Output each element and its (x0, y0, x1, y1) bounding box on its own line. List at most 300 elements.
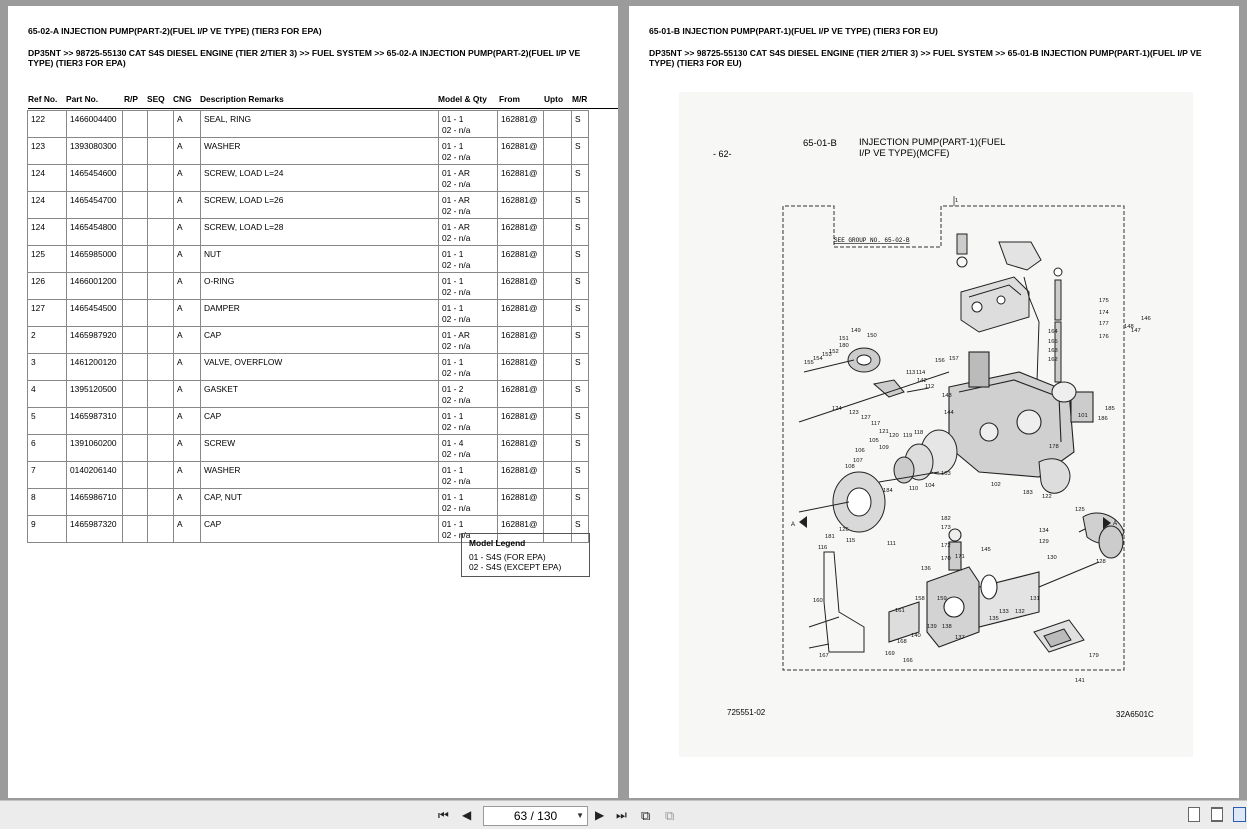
table-row[interactable] (28, 192, 589, 219)
qty-line: 02 - n/a (442, 151, 471, 162)
model-qty-cell (439, 111, 498, 138)
duplicate-icon[interactable]: ⧉ (665, 808, 675, 823)
callout-number: 129 (1039, 539, 1049, 545)
table-row[interactable] (28, 462, 589, 489)
callout-number: 149 (851, 328, 861, 334)
callout-number: 184 (883, 488, 893, 494)
callout-number: 175 (1099, 298, 1109, 304)
callout-number: 141 (1075, 678, 1085, 684)
table-row[interactable] (28, 489, 589, 516)
qty-line: 01 - 1 (442, 465, 464, 475)
rp-cell (123, 516, 148, 543)
callout-number: 156 (935, 358, 945, 364)
callout-number: 145 (981, 547, 991, 553)
table-row[interactable] (28, 300, 589, 327)
col-desc: Description Remarks (200, 94, 284, 104)
ref-cell: 5 (28, 408, 67, 435)
ref-cell: 122 (28, 111, 67, 138)
callout-number: 121 (879, 429, 889, 435)
qty-line: 02 - n/a (442, 259, 471, 270)
part-number-cell: 1465987920 (67, 327, 123, 354)
description-cell: WASHER (201, 462, 439, 489)
callout-number: 177 (1099, 321, 1109, 327)
seq-cell (148, 219, 174, 246)
upto-cell (544, 138, 572, 165)
callout-number: 164 (1048, 329, 1058, 335)
from-cell: 162881@ (498, 300, 544, 327)
callout-number: 1 (955, 198, 959, 204)
ref-cell: 124 (28, 219, 67, 246)
table-row[interactable] (28, 354, 589, 381)
callout-number: 185 (1105, 406, 1115, 412)
table-row[interactable] (28, 138, 589, 165)
two-page-view-icon[interactable] (1233, 807, 1246, 822)
ref-cell: 6 (28, 435, 67, 462)
cng-cell: A (174, 381, 201, 408)
page-title: 65-02-A INJECTION PUMP(PART-2)(FUEL I/P VE TYPE) (TIER3 FOR EPA) (28, 26, 322, 36)
callout-number: 142 (917, 378, 927, 384)
col-part: Part No. (66, 94, 99, 104)
callout-number: 165 (1048, 339, 1058, 345)
callout-number: 117 (871, 421, 881, 427)
callout-number: 155 (804, 360, 814, 366)
qty-line: 01 - 1 (442, 357, 464, 367)
from-cell: 162881@ (498, 381, 544, 408)
callout-number: 161 (895, 608, 905, 614)
mr-cell: S (572, 327, 589, 354)
callout-number: 178 (1049, 444, 1059, 450)
cng-cell: A (174, 246, 201, 273)
callout-number: 123 (849, 410, 859, 416)
qty-line: 02 - n/a (442, 286, 471, 297)
ref-cell: 8 (28, 489, 67, 516)
callout-number: 152 (829, 349, 839, 355)
first-page-icon[interactable]: ⏮ (438, 808, 449, 822)
callout-number: 125 (1075, 507, 1085, 513)
callout-number: 138 (942, 624, 952, 630)
upto-cell (544, 165, 572, 192)
callout-number: 169 (885, 651, 895, 657)
cng-cell: A (174, 273, 201, 300)
model-qty-cell (439, 192, 498, 219)
callout-number: 171 (955, 554, 965, 560)
callout-number: 162 (1048, 357, 1058, 363)
upto-cell (544, 381, 572, 408)
cng-cell: A (174, 462, 201, 489)
diagram-drawing (679, 92, 1193, 757)
callout-number: 118 (914, 430, 924, 436)
description-cell: VALVE, OVERFLOW (201, 354, 439, 381)
callout-number: 182 (941, 516, 951, 522)
seq-cell (148, 327, 174, 354)
callout-number: 140 (911, 633, 921, 639)
upto-cell (544, 354, 572, 381)
from-cell: 162881@ (498, 219, 544, 246)
upto-cell (544, 111, 572, 138)
from-cell: 162881@ (498, 138, 544, 165)
callout-number: 157 (949, 356, 959, 362)
mr-cell: S (572, 408, 589, 435)
qty-line: 01 - 1 (442, 519, 464, 529)
part-number-cell: 1466004400 (67, 111, 123, 138)
cng-cell: A (174, 516, 201, 543)
qty-line: 01 - 2 (442, 384, 464, 394)
qty-line: 01 - AR (442, 222, 470, 232)
qty-line: 02 - n/a (442, 367, 471, 378)
qty-line: 01 - 1 (442, 114, 464, 124)
copy-icon[interactable]: ⧉ (641, 808, 651, 823)
ref-cell: 2 (28, 327, 67, 354)
callout-number: 179 (1089, 653, 1099, 659)
callout-number: 137 (955, 635, 965, 641)
callout-number: 183 (1023, 490, 1033, 496)
exploded-parts-diagram (679, 92, 1193, 757)
callout-number: 134 (1039, 528, 1049, 534)
callout-number: 116 (818, 545, 828, 551)
callout-number: 108 (845, 464, 855, 470)
callout-number: 110 (909, 486, 919, 492)
ref-cell: 3 (28, 354, 67, 381)
qty-line: 02 - n/a (442, 421, 471, 432)
qty-line: 01 - 1 (442, 141, 464, 151)
col-rp: R/P (124, 94, 138, 104)
ref-cell: 4 (28, 381, 67, 408)
upto-cell (544, 327, 572, 354)
callout-number: 135 (989, 616, 999, 622)
description-cell: SCREW, LOAD L=28 (201, 219, 439, 246)
qty-line: 02 - n/a (442, 313, 471, 324)
callout-number: 114 (916, 370, 926, 376)
upto-cell (544, 219, 572, 246)
viewer-toolbar (0, 800, 1247, 829)
seq-cell (148, 138, 174, 165)
description-cell: CAP (201, 408, 439, 435)
col-from: From (499, 94, 520, 104)
legend-title: Model Legend (469, 538, 526, 548)
callout-number: 109 (879, 445, 889, 451)
rp-cell (123, 381, 148, 408)
seq-cell (148, 435, 174, 462)
single-page-view-icon[interactable] (1188, 807, 1200, 822)
cng-cell: A (174, 219, 201, 246)
qty-line: 02 - n/a (442, 232, 471, 243)
from-cell: 162881@ (498, 246, 544, 273)
callout-number: 115 (846, 538, 856, 544)
table-row[interactable] (28, 246, 589, 273)
callout-number: 132 (1015, 609, 1025, 615)
table-row[interactable] (28, 381, 589, 408)
table-row[interactable] (28, 165, 589, 192)
chevron-down-icon[interactable]: ▼ (576, 811, 584, 820)
part-number-cell: 1465987310 (67, 408, 123, 435)
svg-text:A: A (791, 522, 796, 528)
callout-number: 147 (1131, 328, 1141, 334)
callout-number: 174 (1099, 310, 1109, 316)
ref-cell: 126 (28, 273, 67, 300)
description-cell: SEAL, RING (201, 111, 439, 138)
callout-number: 143 (942, 393, 952, 399)
seq-cell (148, 489, 174, 516)
seq-cell (148, 111, 174, 138)
prev-page-icon[interactable]: ◀ (462, 808, 472, 822)
from-cell: 162881@ (498, 354, 544, 381)
next-page-icon[interactable]: ▶ (595, 808, 605, 822)
right-page (629, 6, 1239, 798)
cng-cell: A (174, 138, 201, 165)
callout-number: 181 (825, 534, 835, 540)
callout-number: 128 (1096, 559, 1106, 565)
part-number-cell: 1465454600 (67, 165, 123, 192)
callout-number: 166 (903, 658, 913, 664)
cng-cell: A (174, 435, 201, 462)
seq-cell (148, 381, 174, 408)
model-qty-cell (439, 273, 498, 300)
qty-line: 01 - AR (442, 168, 470, 178)
model-qty-cell (439, 165, 498, 192)
parts-table (27, 110, 589, 543)
upto-cell (544, 273, 572, 300)
part-number-cell: 1465986710 (67, 489, 123, 516)
mr-cell: S (572, 246, 589, 273)
qty-line: 02 - n/a (442, 448, 471, 459)
rp-cell (123, 462, 148, 489)
ref-cell: 125 (28, 246, 67, 273)
cng-cell: A (174, 165, 201, 192)
cng-cell: A (174, 192, 201, 219)
callout-number: 136 (921, 566, 931, 572)
callout-number: 139 (927, 624, 937, 630)
rp-cell (123, 300, 148, 327)
col-upto: Upto (544, 94, 564, 104)
rp-cell (123, 273, 148, 300)
rp-cell (123, 192, 148, 219)
part-number-cell: 1465454800 (67, 219, 123, 246)
mr-cell: S (572, 165, 589, 192)
qty-line: 01 - AR (442, 330, 470, 340)
mr-cell: S (572, 489, 589, 516)
model-qty-cell (439, 354, 498, 381)
mr-cell: S (572, 381, 589, 408)
callout-number: 106 (855, 448, 865, 454)
callout-number: 133 (999, 609, 1009, 615)
rp-cell (123, 219, 148, 246)
mr-cell: S (572, 516, 589, 543)
qty-line: 01 - AR (442, 195, 470, 205)
table-row[interactable] (28, 273, 589, 300)
qty-line: 02 - n/a (442, 475, 471, 486)
model-qty-cell (439, 327, 498, 354)
col-mr: M/R (572, 94, 588, 104)
continuous-view-icon[interactable] (1211, 807, 1223, 822)
callout-number: 148 (1124, 324, 1134, 330)
table-header (28, 94, 618, 108)
callout-number: 105 (869, 438, 879, 444)
mr-cell: S (572, 273, 589, 300)
rp-cell (123, 489, 148, 516)
qty-line: 02 - n/a (442, 529, 471, 540)
description-cell: WASHER (201, 138, 439, 165)
mr-cell: S (572, 435, 589, 462)
part-number-cell: 1393080300 (67, 138, 123, 165)
description-cell: DAMPER (201, 300, 439, 327)
qty-line: 01 - 1 (442, 276, 464, 286)
description-cell: SCREW, LOAD L=26 (201, 192, 439, 219)
callout-number: 150 (867, 333, 877, 339)
callout-number: 170 (941, 556, 951, 562)
cng-cell: A (174, 300, 201, 327)
model-qty-cell (439, 246, 498, 273)
qty-line: 01 - 4 (442, 438, 464, 448)
table-row[interactable] (28, 327, 589, 354)
callout-number: 120 (889, 433, 899, 439)
rp-cell (123, 327, 148, 354)
callout-number: 167 (819, 653, 829, 659)
mr-cell: S (572, 219, 589, 246)
part-number-cell: 1465454700 (67, 192, 123, 219)
part-number-cell: 1395120500 (67, 381, 123, 408)
model-qty-cell (439, 489, 498, 516)
ref-cell: 9 (28, 516, 67, 543)
breadcrumb: DP35NT >> 98725-55130 CAT S4S DIESEL ENGINE (TIER 2/TIER 3) >> FUEL SYSTEM >> 65-01-B INJECTION PUMP(PART-1)(FUEL I/P VE TYPE) (TIER3 FOR EU) (649, 48, 1202, 68)
callout-number: 180 (839, 343, 849, 349)
callout-number: 102 (991, 482, 1001, 488)
qty-line: 02 - n/a (442, 340, 471, 351)
part-number-cell: 1466001200 (67, 273, 123, 300)
seq-cell (148, 354, 174, 381)
qty-line: 01 - 1 (442, 249, 464, 259)
callout-number: 159 (937, 596, 947, 602)
rp-cell (123, 246, 148, 273)
cng-cell: A (174, 489, 201, 516)
callout-number: 173 (941, 525, 951, 531)
from-cell: 162881@ (498, 111, 544, 138)
upto-cell (544, 435, 572, 462)
from-cell: 162881@ (498, 273, 544, 300)
callout-number: 186 (1098, 416, 1108, 422)
qty-line: 02 - n/a (442, 178, 471, 189)
seq-cell (148, 300, 174, 327)
ref-cell: 127 (28, 300, 67, 327)
part-number-cell: 0140206140 (67, 462, 123, 489)
svg-text:A: A (1113, 521, 1118, 527)
cng-cell: A (174, 408, 201, 435)
callout-number: 158 (915, 596, 925, 602)
qty-line: 01 - 1 (442, 411, 464, 421)
qty-line: 01 - 1 (442, 492, 464, 502)
mr-cell: S (572, 300, 589, 327)
ref-cell: 123 (28, 138, 67, 165)
rp-cell (123, 435, 148, 462)
upto-cell (544, 489, 572, 516)
page-indicator[interactable]: 63 / 130 ▼ (483, 806, 588, 826)
callout-number: 127 (861, 415, 871, 421)
seq-cell (148, 408, 174, 435)
model-qty-cell (439, 408, 498, 435)
table-row[interactable] (28, 111, 589, 138)
from-cell: 162881@ (498, 327, 544, 354)
seq-cell (148, 516, 174, 543)
callout-number: 146 (1141, 316, 1151, 322)
callout-number: 111 (887, 541, 896, 547)
callout-number: 144 (944, 410, 954, 416)
model-qty-cell (439, 219, 498, 246)
legend-item: 02 - S4S (EXCEPT EPA) (469, 562, 562, 572)
model-qty-cell (439, 381, 498, 408)
cng-cell: A (174, 111, 201, 138)
qty-line: 01 - 1 (442, 303, 464, 313)
description-cell: CAP (201, 327, 439, 354)
seq-cell (148, 192, 174, 219)
cng-cell: A (174, 327, 201, 354)
qty-line: 02 - n/a (442, 205, 471, 216)
part-number-cell: 1465454500 (67, 300, 123, 327)
qty-line: 02 - n/a (442, 124, 471, 135)
upto-cell (544, 462, 572, 489)
table-row[interactable] (28, 435, 589, 462)
callout-number: 113 (906, 370, 916, 376)
part-number-cell: 1461200120 (67, 354, 123, 381)
last-page-icon[interactable]: ⏭ (616, 808, 627, 822)
callout-number: 119 (903, 433, 913, 439)
drawing-code-right: 32A6501C (1116, 710, 1154, 719)
callout-number: 104 (925, 483, 935, 489)
upto-cell (544, 408, 572, 435)
callout-number: 163 (1048, 348, 1058, 354)
mr-cell: S (572, 462, 589, 489)
description-cell: NUT (201, 246, 439, 273)
from-cell: 162881@ (498, 516, 544, 543)
cng-cell: A (174, 354, 201, 381)
model-qty-cell (439, 300, 498, 327)
header-rule (28, 108, 618, 109)
callout-number: 176 (1099, 334, 1109, 340)
rp-cell (123, 165, 148, 192)
table-row[interactable] (28, 408, 589, 435)
diagram-section: 65-01-B (803, 138, 837, 149)
seq-cell (148, 462, 174, 489)
rp-cell (123, 354, 148, 381)
from-cell: 162881@ (498, 435, 544, 462)
drawing-code-left: 725551-02 (727, 708, 766, 717)
col-ref: Ref No. (28, 94, 58, 104)
col-seq: SEQ (147, 94, 165, 104)
from-cell: 162881@ (498, 462, 544, 489)
mr-cell: S (572, 354, 589, 381)
callout-number: 160 (813, 598, 823, 604)
callout-number: 130 (1047, 555, 1057, 561)
callout-number: 153 (822, 352, 832, 358)
legend-item: 01 - S4S (FOR EPA) (469, 552, 546, 562)
callout-number: 131 (1030, 596, 1040, 602)
from-cell: 162881@ (498, 192, 544, 219)
seq-cell (148, 246, 174, 273)
rp-cell (123, 408, 148, 435)
breadcrumb: DP35NT >> 98725-55130 CAT S4S DIESEL ENGINE (TIER 2/TIER 3) >> FUEL SYSTEM >> 65-02-A INJECTION PUMP(PART-2)(FUEL I/P VE TYPE) (TIER3 FOR EPA) (28, 48, 581, 68)
part-number-cell: 1465987320 (67, 516, 123, 543)
mr-cell: S (572, 192, 589, 219)
mr-cell: S (572, 111, 589, 138)
callout-number: 151 (839, 336, 849, 342)
description-cell: O-RING (201, 273, 439, 300)
qty-line: 02 - n/a (442, 394, 471, 405)
rp-cell (123, 138, 148, 165)
mr-cell: S (572, 138, 589, 165)
from-cell: 162881@ (498, 408, 544, 435)
ref-cell: 124 (28, 192, 67, 219)
ref-cell: 7 (28, 462, 67, 489)
table-row[interactable] (28, 219, 589, 246)
upto-cell (544, 300, 572, 327)
